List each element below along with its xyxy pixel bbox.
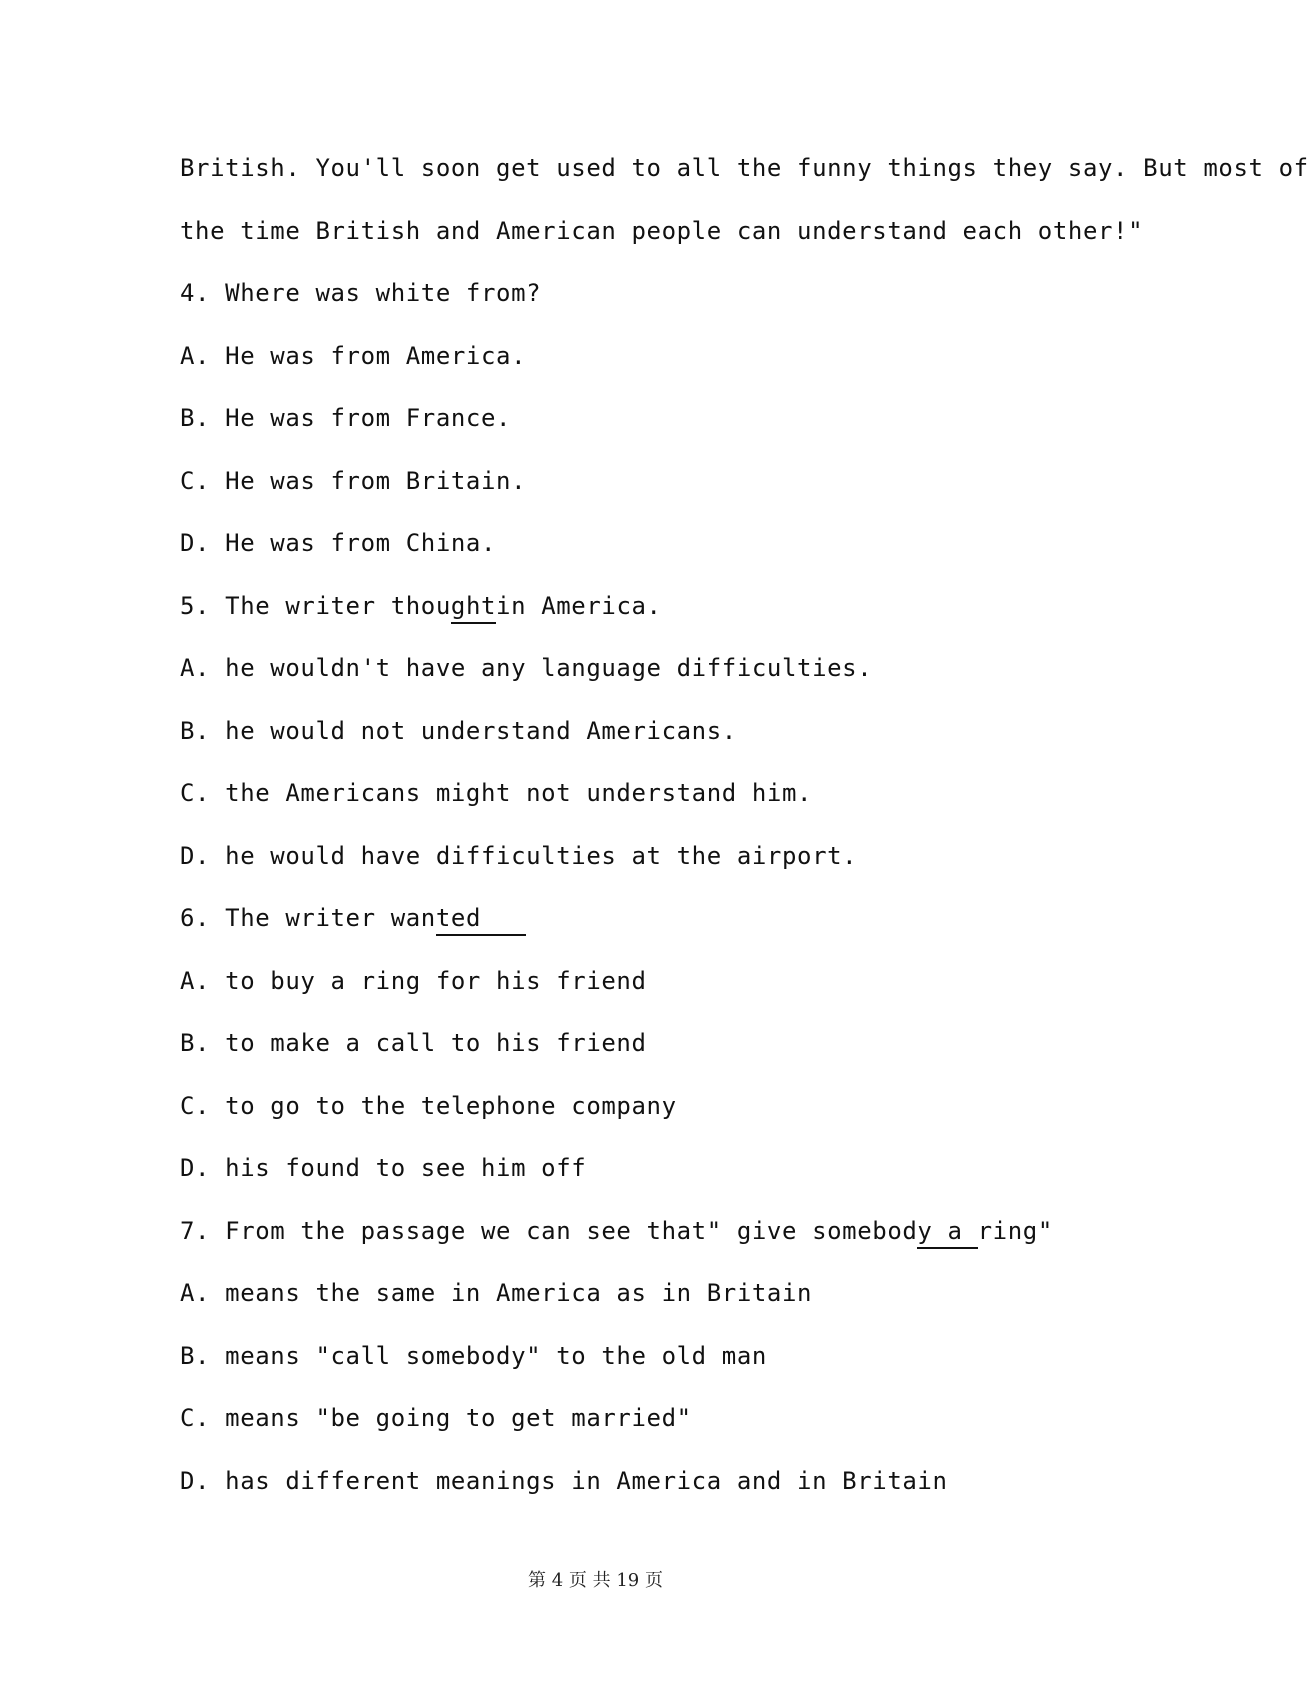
- question-6-option-a: A. to buy a ring for his friend: [180, 966, 647, 995]
- question-6-option-c: C. to go to the telephone company: [180, 1091, 677, 1120]
- question-5-option-d: D. he would have difficulties at the airport.: [180, 841, 858, 870]
- question-7-option-d: D. has different meanings in America and in Britain: [180, 1466, 948, 1495]
- question-7-stem: [180, 1211, 1191, 1274]
- page-number-footer: 第 4 页 共 19 页: [528, 1570, 663, 1591]
- stem-text: ring": [977, 1216, 1053, 1245]
- stem-text: 5. The writer thou: [180, 591, 451, 620]
- stem-text: 7. From the passage we can see that" give somebod: [180, 1216, 918, 1245]
- page-content: [180, 148, 1309, 1523]
- question-5-stem: [180, 586, 1191, 649]
- answer-blank: ght: [451, 586, 496, 626]
- question-4-option-a: A. He was from America.: [180, 341, 527, 370]
- passage-line: British. You'll soon get used to all the funny things they say. But most of: [180, 154, 1309, 182]
- answer-blank: ted: [436, 898, 526, 938]
- answer-blank: y a: [917, 1211, 977, 1251]
- question-5-option-c: C. the Americans might not understand him.: [180, 779, 813, 807]
- question-6-stem: [180, 898, 1191, 961]
- question-6-option-b: B. to make a call to his friend: [180, 1029, 647, 1057]
- stem-text: 6. The writer wan: [180, 904, 436, 932]
- question-5-option-a: A. he wouldn't have any language difficulties.: [180, 654, 873, 682]
- question-4-option-c: C. He was from Britain.: [180, 466, 527, 495]
- question-6-option-d: D. his found to see him off: [180, 1154, 587, 1182]
- question-7-option-c: C. means "be going to get married": [180, 1404, 692, 1432]
- question-7-option-b: B. means "call somebody" to the old man: [180, 1341, 767, 1370]
- passage-line: the time British and American people can understand each other!": [180, 216, 1144, 245]
- stem-text: in America.: [496, 591, 662, 620]
- question-4-option-b: B. He was from France.: [180, 404, 512, 432]
- question-5-option-b: B. he would not understand Americans.: [180, 716, 737, 745]
- question-4-stem: 4. Where was white from?: [180, 279, 542, 307]
- question-4-option-d: D. He was from China.: [180, 529, 497, 557]
- question-7-option-a: A. means the same in America as in Britain: [180, 1279, 813, 1307]
